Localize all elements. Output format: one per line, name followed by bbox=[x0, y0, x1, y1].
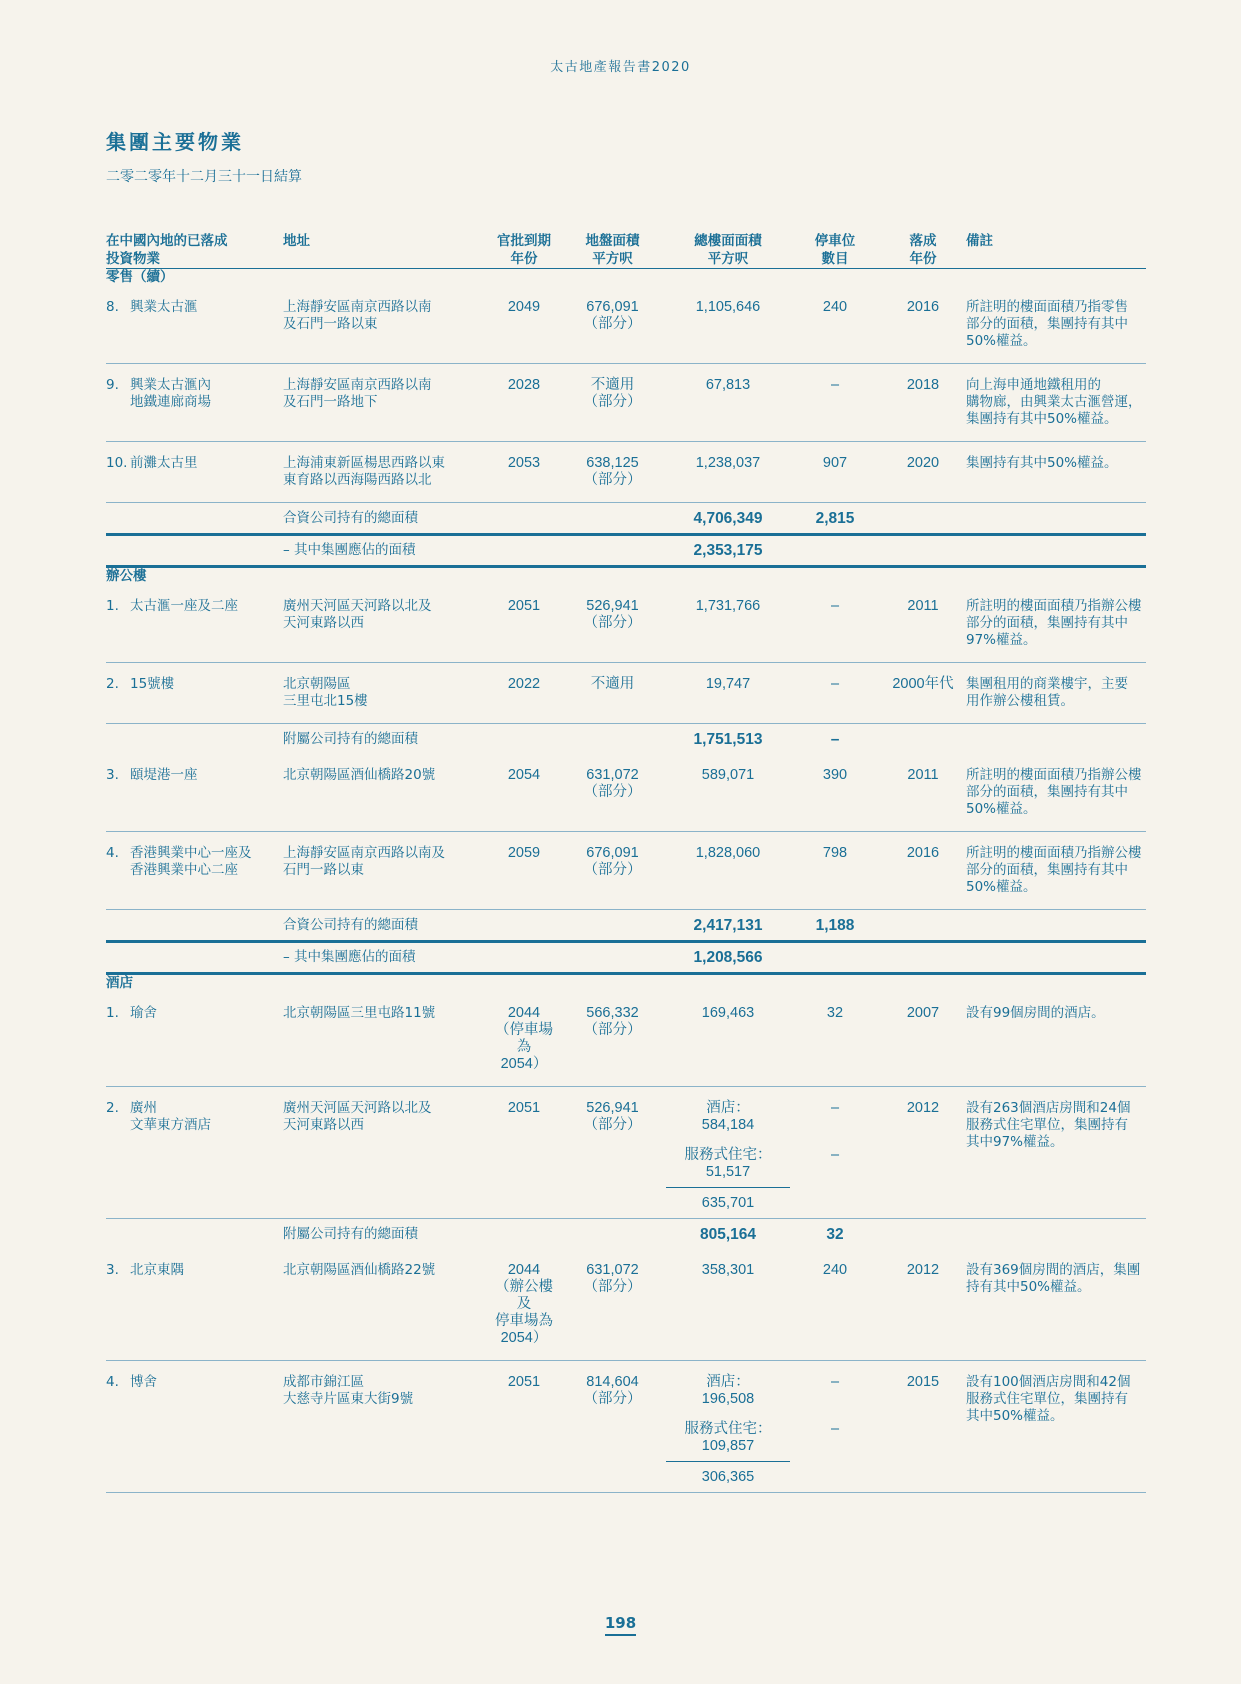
col-header-remarks: 備註 bbox=[966, 232, 1146, 269]
retail-totals bbox=[106, 503, 1146, 567]
property-row bbox=[106, 1249, 1146, 1361]
property-name-cell bbox=[106, 442, 283, 503]
lease-expiry: 2054 bbox=[507, 767, 541, 783]
gross-floor-area: 589,071 bbox=[701, 767, 755, 783]
subsidiary-total-row bbox=[106, 724, 1146, 755]
share-label: – 其中集團應佔的面積 bbox=[283, 942, 489, 974]
property-row bbox=[106, 1087, 1146, 1219]
property-number: 1. bbox=[106, 598, 119, 614]
parking-spaces: 240 bbox=[822, 299, 848, 315]
property-address: 上海靜安區南京西路以南 及石門一路地下 bbox=[283, 364, 489, 442]
completion-year: 2020 bbox=[880, 442, 966, 503]
property-number: 4. bbox=[106, 845, 119, 861]
property-row bbox=[106, 754, 1146, 832]
office-rows-a bbox=[106, 585, 1146, 724]
remarks: 向上海申通地鐵租用的 購物廊，由興業太古滙營運， 集團持有其中50%權益。 bbox=[966, 364, 1146, 442]
property-number: 2. bbox=[106, 1100, 119, 1116]
lease-expiry: 2051 bbox=[507, 598, 541, 614]
share-row bbox=[106, 535, 1146, 567]
site-area: 不適用 bbox=[559, 663, 666, 724]
gross-floor-area: 1,731,766 bbox=[695, 598, 761, 614]
remarks: 集團持有其中50%權益。 bbox=[966, 442, 1146, 503]
site-area: 676,091 （部分） bbox=[583, 299, 642, 332]
office-rows-b bbox=[106, 754, 1146, 910]
remarks: 設有100個酒店房間和42個 服務式住宅單位，集團持有 其中50%權益。 bbox=[966, 1361, 1146, 1493]
parking-spaces: 798 bbox=[790, 832, 880, 910]
subsidiary-total-row bbox=[106, 1219, 1146, 1250]
property-name: 瑜舍 bbox=[130, 1005, 157, 1021]
gross-floor-area bbox=[666, 1087, 790, 1219]
subsidiary-total-gfa: 1,751,513 bbox=[666, 724, 790, 755]
property-name-cell bbox=[106, 754, 283, 832]
property-name: 廣州 文華東方酒店 bbox=[130, 1100, 211, 1133]
hotel-section bbox=[106, 974, 1146, 993]
property-address: 北京朝陽區酒仙橋路22號 bbox=[283, 1262, 436, 1278]
parking-hotel: – bbox=[830, 1374, 840, 1390]
col-header-lease: 官批到期 年份 bbox=[489, 232, 559, 269]
running-header: 太古地產報告書2020 bbox=[550, 60, 691, 75]
remarks: 所註明的樓面面積乃指零售 部分的面積，集團持有其中 50%權益。 bbox=[966, 299, 1128, 349]
gross-floor-area: 358,301 bbox=[701, 1262, 755, 1278]
property-name: 興業太古滙 bbox=[130, 299, 198, 315]
completion-year: 2007 bbox=[906, 1005, 940, 1021]
parking-spaces: 32 bbox=[826, 1005, 844, 1021]
parking-spaces bbox=[790, 1361, 880, 1493]
col-header-year: 落成 年份 bbox=[880, 232, 966, 269]
property-number: 3. bbox=[106, 1262, 119, 1278]
property-number: 4. bbox=[106, 1374, 119, 1390]
property-number: 3. bbox=[106, 767, 119, 783]
total-label: 合資公司持有的總面積 bbox=[283, 910, 489, 942]
share-gfa: 1,208,566 bbox=[666, 942, 790, 974]
total-parking: 2,815 bbox=[790, 503, 880, 535]
completion-year: 2011 bbox=[907, 767, 939, 783]
gross-floor-area: 19,747 bbox=[666, 663, 790, 724]
site-area: 631,072 （部分） bbox=[583, 1262, 642, 1295]
lease-expiry: 2044 （辦公樓及 停車場為 2054） bbox=[495, 1262, 553, 1346]
property-number: 9. bbox=[106, 377, 119, 393]
parking-hotel: – bbox=[830, 1100, 840, 1116]
property-name-cell bbox=[106, 663, 283, 724]
property-row bbox=[106, 364, 1146, 442]
property-name-cell bbox=[106, 832, 283, 910]
property-name: 博舍 bbox=[130, 1374, 157, 1390]
lease-expiry: 2028 bbox=[489, 364, 559, 442]
property-address: 廣州天河區天河路以北及 天河東路以西 bbox=[283, 598, 432, 631]
gross-floor-area: 169,463 bbox=[701, 1005, 755, 1021]
lease-expiry: 2051 bbox=[489, 1361, 559, 1493]
lease-expiry: 2053 bbox=[489, 442, 559, 503]
subsidiary-total-label: 附屬公司持有的總面積 bbox=[283, 1219, 489, 1250]
site-area: 814,604 （部分） bbox=[559, 1361, 666, 1493]
page-number bbox=[0, 1614, 1241, 1632]
parking-spaces: 240 bbox=[822, 1262, 848, 1278]
gross-floor-area bbox=[666, 1361, 790, 1493]
subsidiary-total-parking: 32 bbox=[790, 1219, 880, 1250]
property-name: 興業太古滙內 地鐵連廊商場 bbox=[130, 377, 211, 410]
total-gfa: 2,417,131 bbox=[666, 910, 790, 942]
office-section bbox=[106, 567, 1146, 586]
parking-spaces bbox=[790, 1087, 880, 1219]
gfa-hotel: 酒店： 584,184 bbox=[701, 1100, 755, 1133]
total-parking: 1,188 bbox=[790, 910, 880, 942]
completion-year: 2016 bbox=[906, 299, 940, 315]
lease-expiry: 2051 bbox=[489, 1087, 559, 1219]
property-row bbox=[106, 442, 1146, 503]
parking-serviced-residence: – bbox=[830, 1421, 840, 1437]
property-address: 北京朝陽區酒仙橋路20號 bbox=[283, 767, 436, 783]
property-row bbox=[106, 1361, 1146, 1493]
site-area: 631,072 （部分） bbox=[583, 767, 642, 800]
subsidiary-total-parking: – bbox=[790, 724, 880, 755]
page-subtitle: 二零二零年十二月三十一日結算 bbox=[106, 169, 302, 185]
retail-rows bbox=[106, 286, 1146, 503]
section-heading-office: 辦公樓 bbox=[106, 568, 147, 584]
property-row bbox=[106, 832, 1146, 910]
completion-year: 2012 bbox=[906, 1262, 940, 1278]
office-totals bbox=[106, 910, 1146, 974]
gfa-serviced-residence: 服務式住宅： 51,517 bbox=[684, 1147, 772, 1180]
total-row bbox=[106, 910, 1146, 942]
lease-expiry: 2059 bbox=[489, 832, 559, 910]
remarks: 設有263個酒店房間和24個 服務式住宅單位，集團持有 其中97%權益。 bbox=[966, 1087, 1146, 1219]
page-number-text: 198 bbox=[605, 1614, 636, 1636]
gfa-total: 306,365 bbox=[666, 1461, 790, 1486]
site-area: 676,091 （部分） bbox=[559, 832, 666, 910]
remarks: 所註明的樓面面積乃指辦公樓 部分的面積，集團持有其中 50%權益。 bbox=[966, 832, 1146, 910]
property-number: 10. bbox=[106, 455, 128, 471]
property-row bbox=[106, 585, 1146, 663]
site-area: 566,332 （部分） bbox=[583, 1005, 642, 1038]
property-address: 北京朝陽區 三里屯北15樓 bbox=[283, 663, 489, 724]
section-heading-hotel: 酒店 bbox=[106, 975, 133, 991]
share-gfa: 2,353,175 bbox=[666, 535, 790, 567]
property-name-cell bbox=[106, 1361, 283, 1493]
completion-year: 2015 bbox=[880, 1361, 966, 1493]
office-sub bbox=[106, 724, 1146, 755]
property-name-cell bbox=[106, 1249, 283, 1361]
remarks: 所註明的樓面面積乃指辦公樓 部分的面積，集團持有其中 97%權益。 bbox=[966, 598, 1142, 648]
site-area: 不適用 （部分） bbox=[559, 364, 666, 442]
parking-spaces: – bbox=[790, 663, 880, 724]
property-name: 太古滙一座及二座 bbox=[130, 598, 238, 614]
total-label: 合資公司持有的總面積 bbox=[283, 503, 489, 535]
section-heading-retail: 零售（續） bbox=[106, 269, 174, 285]
gfa-hotel: 酒店： 196,508 bbox=[701, 1374, 755, 1407]
col-header-name: 在中國內地的已落成 投資物業 bbox=[106, 232, 283, 269]
gross-floor-area: 1,238,037 bbox=[666, 442, 790, 503]
col-header-site-area: 地盤面積 平方呎 bbox=[559, 232, 666, 269]
property-address: 成都市錦江區 大慈寺片區東大街9號 bbox=[283, 1361, 489, 1493]
gross-floor-area: 1,105,646 bbox=[695, 299, 761, 315]
property-address: 廣州天河區天河路以北及 天河東路以西 bbox=[283, 1087, 489, 1219]
remarks: 設有369個房間的酒店，集團 持有其中50%權益。 bbox=[966, 1262, 1141, 1295]
subsidiary-total-label: 附屬公司持有的總面積 bbox=[283, 724, 489, 755]
hotel-rows-b bbox=[106, 1249, 1146, 1493]
completion-year: 2016 bbox=[880, 832, 966, 910]
col-header-parking: 停車位 數目 bbox=[790, 232, 880, 269]
remarks: 集團租用的商業樓宇，主要 用作辦公樓租賃。 bbox=[966, 663, 1146, 724]
property-name: 前灘太古里 bbox=[130, 455, 198, 471]
col-header-address: 地址 bbox=[283, 232, 489, 269]
gross-floor-area: 1,828,060 bbox=[666, 832, 790, 910]
hotel-rows-a bbox=[106, 992, 1146, 1219]
parking-spaces: 390 bbox=[822, 767, 848, 783]
site-area: 526,941 （部分） bbox=[583, 598, 642, 631]
parking-spaces: – bbox=[790, 364, 880, 442]
page-title: 集團主要物業 bbox=[106, 130, 244, 154]
gfa-serviced-residence: 服務式住宅： 109,857 bbox=[684, 1421, 772, 1454]
property-name-cell bbox=[106, 364, 283, 442]
property-row bbox=[106, 663, 1146, 724]
gfa-total: 635,701 bbox=[666, 1187, 790, 1212]
remarks: 所註明的樓面面積乃指辦公樓 部分的面積，集團持有其中 50%權益。 bbox=[966, 767, 1142, 817]
property-address: 上海靜安區南京西路以南及 石門一路以東 bbox=[283, 832, 489, 910]
subsidiary-total-gfa: 805,164 bbox=[666, 1219, 790, 1250]
property-number: 8. bbox=[106, 299, 119, 315]
gross-floor-area: 67,813 bbox=[666, 364, 790, 442]
property-row bbox=[106, 992, 1146, 1087]
property-name: 15號樓 bbox=[130, 676, 175, 692]
property-number: 1. bbox=[106, 1005, 119, 1021]
total-gfa: 4,706,349 bbox=[666, 503, 790, 535]
property-address: 北京朝陽區三里屯路11號 bbox=[283, 1005, 436, 1021]
site-area: 638,125 （部分） bbox=[559, 442, 666, 503]
lease-expiry: 2022 bbox=[489, 663, 559, 724]
property-name-cell bbox=[106, 992, 283, 1087]
table-header-row bbox=[106, 232, 1146, 269]
property-name-cell bbox=[106, 585, 283, 663]
property-name: 香港興業中心一座及 香港興業中心二座 bbox=[130, 845, 252, 878]
parking-serviced-residence: – bbox=[830, 1147, 840, 1163]
property-address: 上海靜安區南京西路以南 及石門一路以東 bbox=[283, 299, 432, 332]
remarks: 設有99個房間的酒店。 bbox=[966, 1005, 1105, 1021]
property-name-cell bbox=[106, 286, 283, 364]
lease-expiry: 2044 （停車場為 2054） bbox=[495, 1005, 553, 1072]
property-name: 北京東隅 bbox=[130, 1262, 184, 1278]
lease-expiry: 2049 bbox=[507, 299, 541, 315]
completion-year: 2018 bbox=[880, 364, 966, 442]
share-label: – 其中集團應佔的面積 bbox=[283, 535, 489, 567]
property-name: 頤堤港一座 bbox=[130, 767, 198, 783]
property-name-cell bbox=[106, 1087, 283, 1219]
col-header-gfa: 總樓面面積 平方呎 bbox=[666, 232, 790, 269]
property-address: 上海浦東新區楊思西路以東 東育路以西海陽西路以北 bbox=[283, 442, 489, 503]
total-row bbox=[106, 503, 1146, 535]
hotel-sub bbox=[106, 1219, 1146, 1250]
property-number: 2. bbox=[106, 676, 119, 692]
completion-year: 2000年代 bbox=[880, 663, 966, 724]
parking-spaces: – bbox=[830, 598, 840, 614]
property-row bbox=[106, 286, 1146, 364]
retail-section bbox=[106, 269, 1146, 287]
completion-year: 2011 bbox=[907, 598, 939, 614]
property-table bbox=[106, 232, 1146, 1493]
completion-year: 2012 bbox=[880, 1087, 966, 1219]
share-row bbox=[106, 942, 1146, 974]
site-area: 526,941 （部分） bbox=[559, 1087, 666, 1219]
parking-spaces: 907 bbox=[790, 442, 880, 503]
